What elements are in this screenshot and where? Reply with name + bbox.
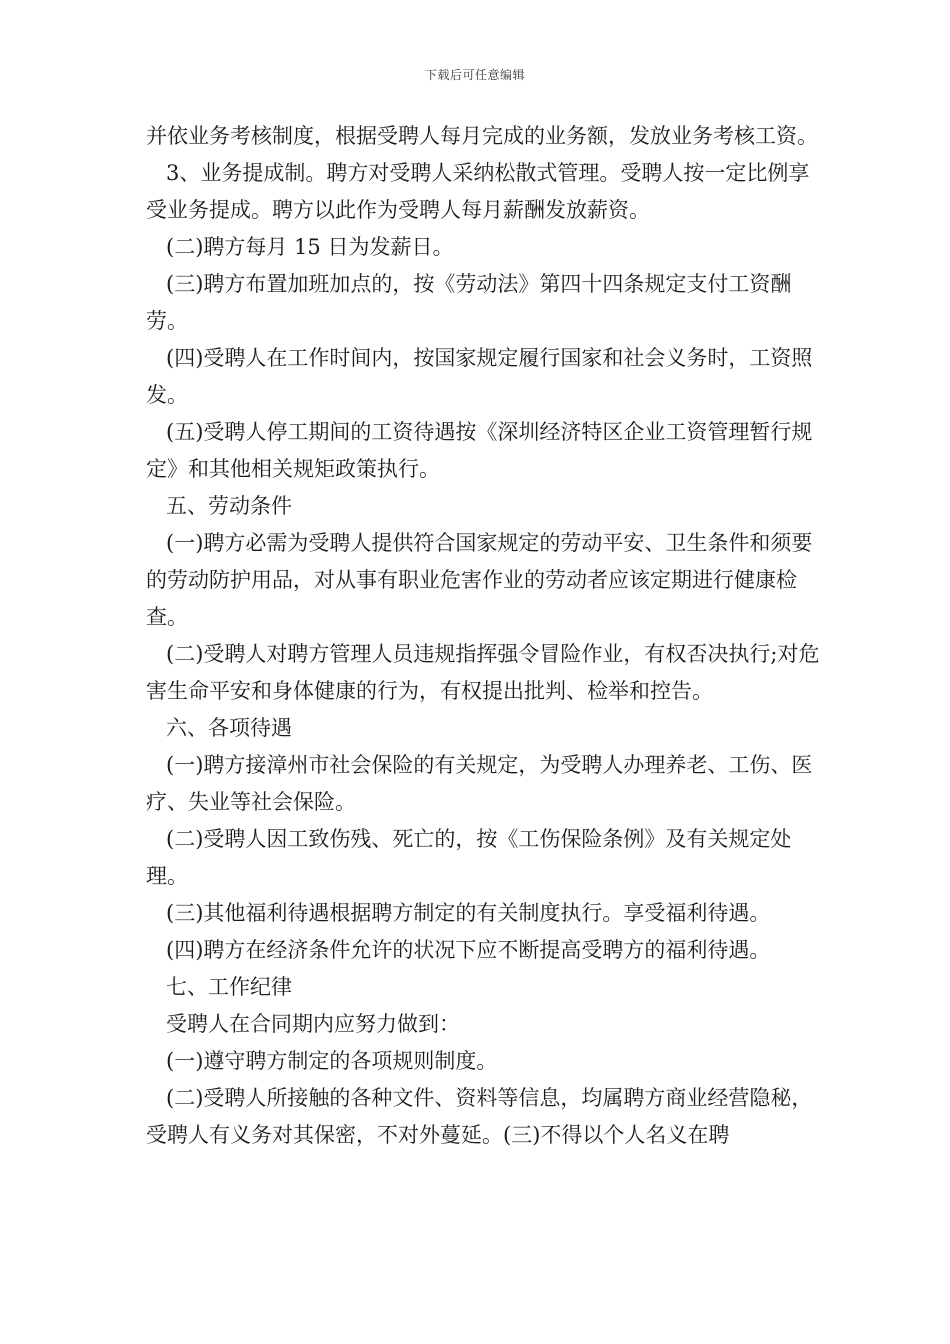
paragraph: (五)受聘人停工期间的工资待遇按《深圳经济特区企业工资管理暂行规定》和其他相关规矩政策执行。: [146, 420, 813, 481]
document-body: [146, 118, 826, 1154]
page-header: 下载后可任意编辑: [424, 68, 525, 82]
paragraph: (二)受聘人所接触的各种文件、资料等信息，均属聘方商业经营隐秘，受聘人有义务对其保密，不对外蔓延。(三)不得以个人名义在聘: [146, 1086, 813, 1147]
section-heading: 七、工作纪律: [166, 975, 292, 999]
paragraph: (一)聘方必需为受聘人提供符合国家规定的劳动平安、卫生条件和须要的劳动防护用品，对从事有职业危害作业的劳动者应该定期进行健康检查。: [146, 531, 813, 629]
paragraph: 受聘人在合同期内应努力做到：: [166, 1012, 460, 1036]
paragraph: (一)遵守聘方制定的各项规则制度。: [166, 1049, 498, 1073]
paragraph: 并依业务考核制度，根据受聘人每月完成的业务额，发放业务考核工资。: [146, 124, 818, 148]
paragraph: (一)聘方接漳州市社会保险的有关规定，为受聘人办理养老、工伤、医疗、失业等社会保险。: [146, 753, 813, 814]
paragraph: (四)聘方在经济条件允许的状况下应不断提高受聘方的福利待遇。: [166, 938, 771, 962]
section-heading: 五、劳动条件: [166, 494, 292, 518]
paragraph: (二)受聘人因工致伤残、死亡的，按《工伤保险条例》及有关规定处理。: [146, 827, 792, 888]
paragraph: (二)受聘人对聘方管理人员违规指挥强令冒险作业，有权否决执行;对危害生命平安和身体健康的行为，有权提出批判、检举和控告。: [146, 642, 820, 703]
paragraph: (三)聘方布置加班加点的，按《劳动法》第四十四条规定支付工资酬劳。: [146, 272, 792, 333]
paragraph: 3、业务提成制。聘方对受聘人采纳松散式管理。受聘人按一定比例享受业务提成。聘方以此作为受聘人每月薪酬发放薪资。: [146, 161, 810, 222]
paragraph: (二)聘方每月 15 日为发薪日。: [166, 235, 454, 259]
paragraph: (四)受聘人在工作时间内，按国家规定履行国家和社会义务时，工资照发。: [146, 346, 813, 407]
section-heading: 六、各项待遇: [166, 716, 292, 740]
paragraph: (三)其他福利待遇根据聘方制定的有关制度执行。享受福利待遇。: [166, 901, 771, 925]
